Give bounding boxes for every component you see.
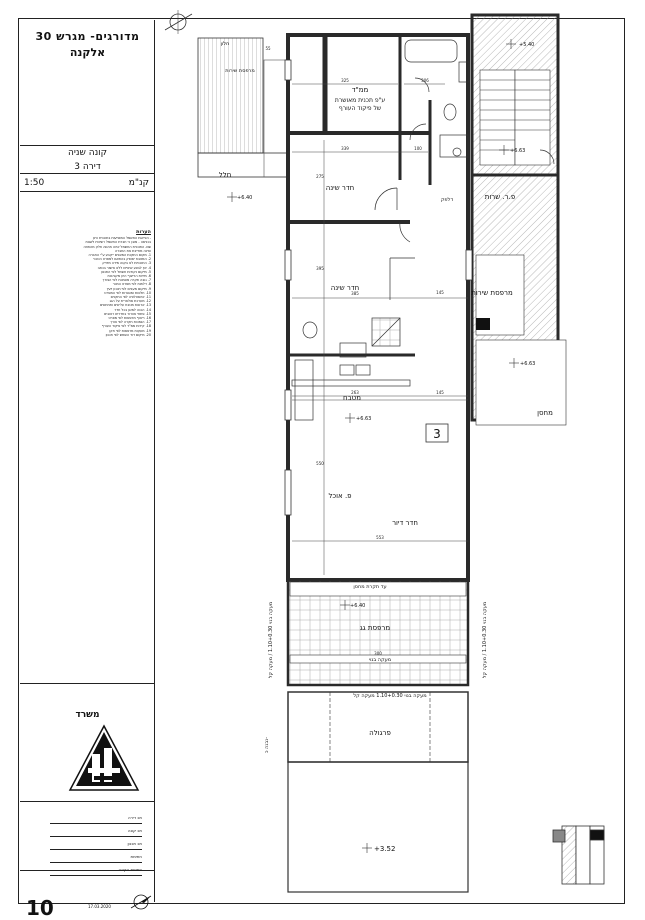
stair-core (472, 15, 566, 425)
dim-8: 550 (316, 461, 324, 466)
north-compass-icon (165, 10, 192, 34)
note-line: 18. קירות ממ"ד לפי פיקוד העורף (101, 324, 151, 329)
railing-top-label: עד תקרת מחסן (353, 584, 387, 590)
note-line: 14. הכנה למזגן בכל חדר (114, 307, 151, 312)
signature-line: חתימת (50, 854, 142, 863)
signature-line: תכ דירה (50, 815, 142, 824)
level-6: +6.40 (350, 603, 366, 609)
dim-1: 325 (341, 78, 349, 83)
room-bedroom-2: חדר שינה (330, 284, 360, 292)
yard-deck (198, 38, 288, 177)
mamad-note-2: של פיקוד העורף (338, 105, 382, 112)
level-5: +6.63 (520, 361, 536, 367)
service-balcony-label: מרפסת שירות (225, 68, 255, 74)
signature-line: תכ תכנון (50, 841, 142, 850)
note-line: 5. מיקום נקודות חשמל לפי התכנון (100, 269, 151, 274)
side-note-left: מעקה בנוי 1.10+0.30 / מעקה קל (268, 601, 274, 679)
note-line: שם. התוכנית החשמל אינה מהווה חלק מהחוזה (83, 244, 151, 249)
level-2: +6.63 (510, 148, 526, 154)
note-line: 4. אין לבצע שינויים ללא אישור בכתב (97, 265, 151, 270)
roof-note-label: חלון (220, 41, 230, 47)
balcony (288, 580, 468, 685)
level-1: +5.40 (519, 42, 535, 48)
room-balcony: מרפסת גג (359, 624, 391, 632)
note-line: 19. מעקות מרפסות לפי תקן (109, 328, 151, 333)
room-utility: פ.ר. שרות (484, 193, 516, 201)
note-line: 17. הנמכות תקרה לפי צורך (110, 320, 151, 325)
note-line: 12. מערכת סולארית על הגג (109, 299, 151, 304)
dim-9: 553 (376, 535, 384, 540)
note-line: 1. מקום התקנת המזגנים ייקבע ע"י החברה (88, 253, 151, 258)
note-line: 3. התוכניות לא בקנה מידה מדויק (102, 261, 151, 266)
dim-14: 300 (374, 651, 382, 656)
signature-line: תכ קונה (50, 828, 142, 837)
dim-3: 339 (341, 146, 349, 151)
buyer-label: קונה שניה (67, 148, 108, 158)
note-line: בכניסה - מובן כי חברת החשמל רשאית לשנות (85, 240, 151, 245)
note-line: 7. גובה תקרה מונמכת לפי הצורך (102, 278, 151, 283)
key-plan (553, 826, 604, 884)
level-3: +6.40 (237, 195, 253, 201)
notes-title: הערות (136, 229, 151, 235)
dim-13: 385 (351, 291, 359, 296)
side-note-right: מעקה בנוי 1.10+0.30 / מעקה קל (482, 601, 488, 679)
bathroom-fixtures (303, 40, 469, 375)
note-line: 11. אינסטלציה לפי התקנים (110, 295, 151, 300)
scale-label: קנ"מ (128, 178, 149, 188)
note-line: 8. דלתות לפי מפרט המכר (112, 282, 151, 287)
room-laundry: מרפסת שירות (471, 289, 513, 297)
pergola-railing-label: מעקה בנוי 1.10+0.30 מעקה קל (353, 693, 427, 699)
note-line: - הוראות החשמל המופיעות בתוכנית הינן (92, 236, 151, 241)
note-line: 2. המטבח יסופק בהתאם למפרט הטכני (93, 257, 151, 262)
room-pergola: פרגולה (369, 729, 391, 737)
dim-7: 145 (436, 390, 444, 395)
room-bedroom-1: חדר שינה (325, 184, 355, 192)
level-4: +6.63 (356, 416, 372, 422)
exterior-walls (288, 35, 468, 580)
room-kitchen: מטבח (343, 394, 361, 402)
sheet-date: 17.03.2020 (88, 904, 111, 909)
windows (285, 60, 472, 515)
note-line: 9. מיקום מעבים לפי תכנון יועץ (106, 286, 151, 291)
balcony-note: נבנה כ- (264, 736, 270, 754)
room-yard: חלל (218, 171, 232, 179)
dim-11: 275 (316, 174, 324, 179)
note-line: 16. ריצוף מרפסות לפי מפרט (108, 316, 151, 321)
room-living: חדר דיור (392, 519, 418, 527)
room-dining: פ. אוכל (328, 492, 352, 500)
note-line: 13. ארונות מטבח עליונים ותחתונים (100, 303, 151, 308)
note-line: 6. מידות הריצוף הינן מקורבות (107, 274, 151, 279)
balcony-note-label: מעקה בנוי (368, 657, 392, 663)
mamad-note-1: ע"פ תכנית מאושרת (334, 97, 386, 104)
note-line: 10. חלונות ומסגרות לפי המפרט (104, 290, 151, 295)
project-title: מדורגים- מגרש 30 (35, 30, 140, 43)
signature-line: חתימת הקונה (50, 867, 142, 876)
room-mamad: ממ"ד (351, 86, 369, 94)
note-line: 15. פתחי אוורור בחדרים רטובים (104, 311, 151, 316)
dim-6: 263 (351, 390, 359, 395)
dim-12: 395 (316, 266, 324, 271)
dim-4: 100 (414, 146, 422, 151)
note-line: ואינה מחייבת את החברה (115, 248, 151, 253)
note-line: 20. מיקום דוד השמש לפי תכנון (105, 332, 151, 337)
firm-label: משרד (75, 710, 100, 720)
dim-10: 55 (265, 46, 271, 51)
room-storage: מחסן (537, 409, 553, 417)
sheet-number: 10 (26, 896, 54, 920)
apartment-label: דירה 3 (74, 162, 101, 172)
dim-2: 306 (421, 78, 429, 83)
scale-value: 1:50 (24, 178, 45, 188)
apt-number: 3 (433, 427, 441, 441)
pergola (288, 692, 468, 892)
room-shower: דלפק (440, 197, 454, 203)
dim-5: 145 (436, 290, 444, 295)
level-7: +3.52 (374, 845, 396, 853)
project-location: אלקנה (69, 46, 106, 59)
